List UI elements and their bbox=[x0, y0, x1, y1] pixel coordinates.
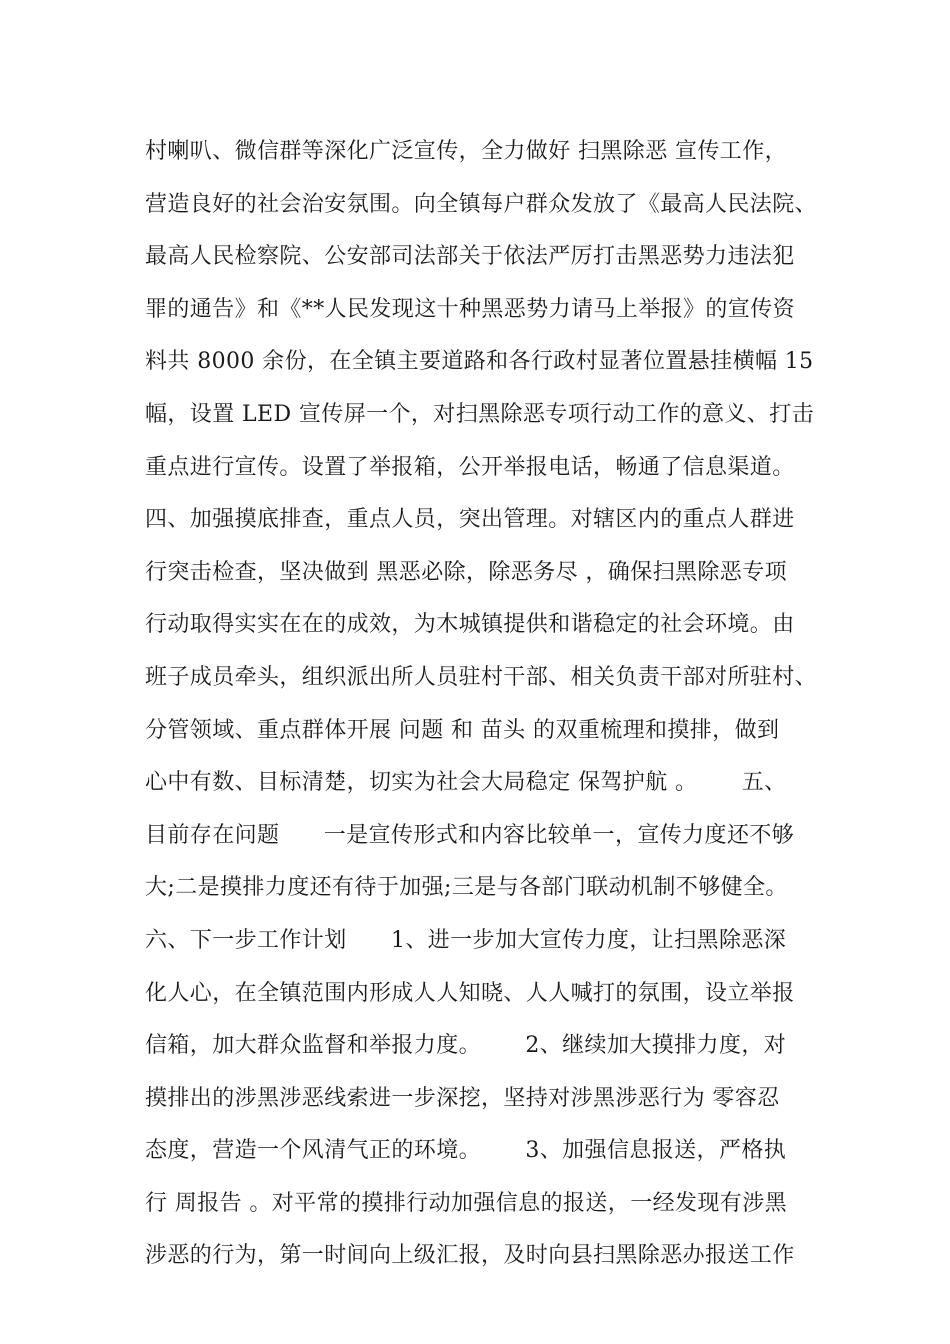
text-line: 分管领域、重点群体开展 问题 和 苗头 的双重梳理和摸排，做到 bbox=[145, 717, 780, 743]
body-text bbox=[145, 126, 845, 1283]
text-line: 大;二是摸排力度还有待于加强;三是与各部门联动机制不够健全。 bbox=[145, 875, 788, 901]
text-line: 六、下一步工作计划 1、进一步加大宣传力度，让扫黑除恶深 bbox=[145, 927, 787, 953]
text-line: 营造良好的社会治安氛围。向全镇每户群众发放了《最高人民法院、 bbox=[145, 191, 818, 217]
text-line: 重点进行宣传。设置了举报箱，公开举报电话，畅通了信息渠道。 bbox=[145, 454, 795, 480]
text-line: 行 周报告 。对平常的摸排行动加强信息的报送，一经发现有涉黑 bbox=[145, 1190, 787, 1216]
text-line: 摸排出的涉黑涉恶线索进一步深挖，坚持对涉黑涉恶行为 零容忍 bbox=[145, 1085, 780, 1111]
text-line: 态度，营造一个风清气正的环境。 3、加强信息报送，严格执 bbox=[145, 1138, 787, 1164]
text-line: 最高人民检察院、公安部司法部关于依法严厉打击黑恶势力违法犯 bbox=[145, 244, 795, 270]
text-line: 目前存在问题 一是宣传形式和内容比较单一，宣传力度还不够 bbox=[145, 822, 795, 848]
text-line: 四、加强摸底排查，重点人员，突出管理。对辖区内的重点人群进 bbox=[145, 507, 795, 533]
text-line: 涉恶的行为，第一时间向上级汇报，及时向县扫黑除恶办报送工作 bbox=[145, 1243, 795, 1269]
text-line: 信箱，加大群众监督和举报力度。 2、继续加大摸排力度，对 bbox=[145, 1033, 787, 1059]
text-line: 行突击检查，坚决做到 黑恶必除，除恶务尽 ，确保扫黑除恶专项 bbox=[145, 559, 787, 585]
text-line: 化人心，在全镇范围内形成人人知晓、人人喊打的氛围，设立举报 bbox=[145, 980, 795, 1006]
text-line: 罪的通告》和《**人民发现这十种黑恶势力请马上举报》的宣传资 bbox=[145, 296, 796, 322]
text-line: 村喇叭、微信群等深化广泛宣传，全力做好 扫黑除恶 宣传工作， bbox=[145, 139, 787, 164]
text-line: 行动取得实实在在的成效，为木城镇提供和谐稳定的社会环境。由 bbox=[145, 612, 795, 638]
text-line: 料共 8000 余份，在全镇主要道路和各行政村显著位置悬挂横幅 15 bbox=[145, 349, 814, 375]
text-line: 幅，设置 LED 宣传屏一个，对扫黑除恶专项行动工作的意义、打击 bbox=[145, 401, 815, 427]
text-line: 心中有数、目标清楚，切实为社会大局稳定 保驾护航 。 五、 bbox=[145, 770, 787, 796]
text-line: 班子成员牵头，组织派出所人员驻村干部、相关负责干部对所驻村、 bbox=[145, 664, 818, 690]
